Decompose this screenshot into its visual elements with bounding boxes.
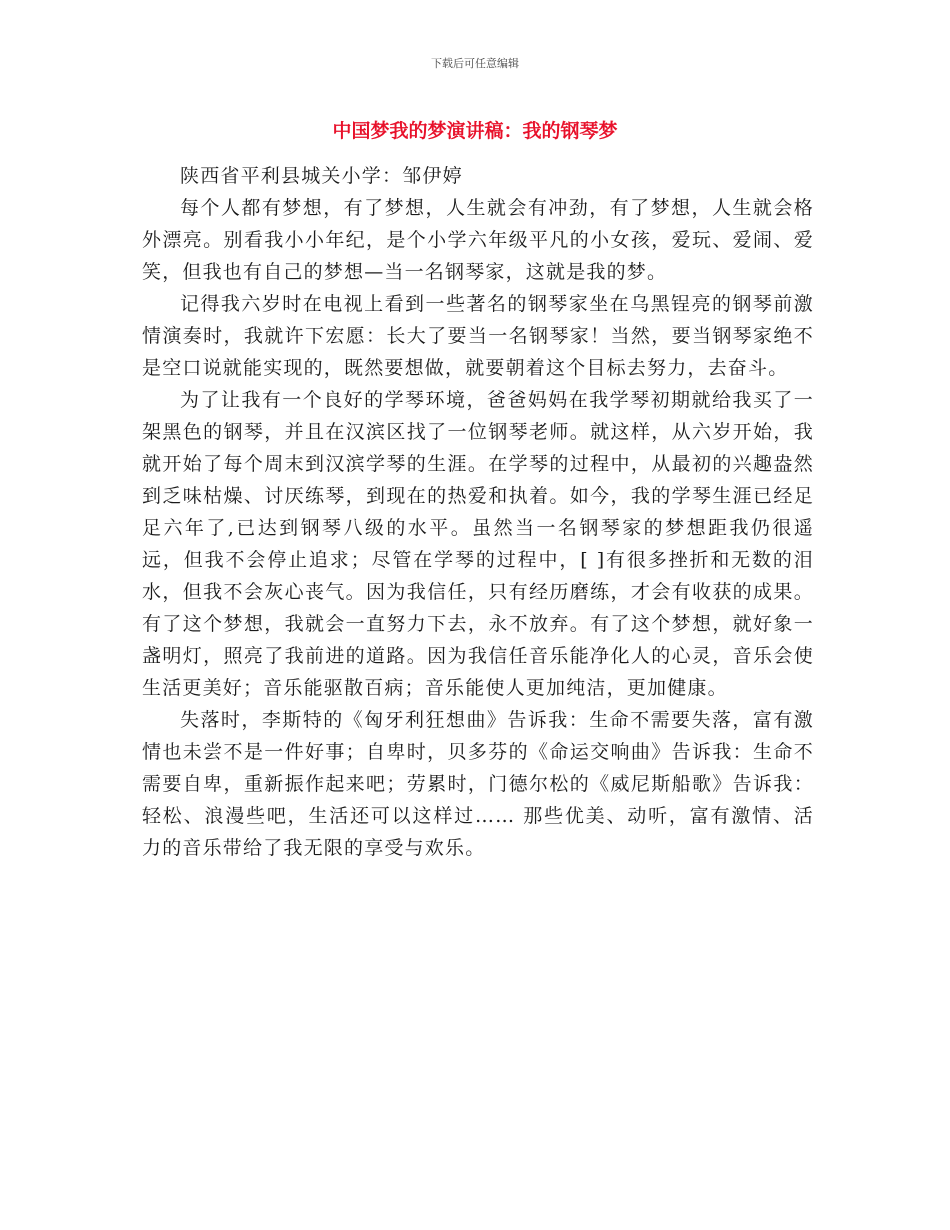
- paragraph-4: 失落时，李斯特的《匈牙利狂想曲》告诉我：生命不需要失落，富有激情也未尝不是一件好事；自卑时，贝多芬的《命运交响曲》告诉我：生命不需要自卑，重新振作起来吧；劳累时，门德尔松的《威尼斯船歌》告诉我：轻松、浪漫些吧，生活还可以这样过…… 那些优美、动听，富有激情、活力的音乐带给了我无限的享受与欢乐。: [142, 709, 814, 859]
- paragraph-3: 为了让我有一个良好的学琴环境，爸爸妈妈在我学琴初期就给我买了一架黑色的钢琴，并且在汉滨区找了一位钢琴老师。就这样，从六岁开始，我就开始了每个周末到汉滨学琴的生涯。在学琴的过程中，从最初的兴趣盎然到乏味枯燥、讨厌练琴，到现在的热爱和执着。如今，我的学琴生涯已经足足六年了,已达到钢琴八级的水平。虽然当一名钢琴家的梦想距我仍很遥远，但我不会停止追求；尽管在学琴的过程中，[ ]有很多挫折和无数的泪水，但我不会灰心丧气。因为我信任，只有经历磨练，才会有收获的成果。有了这个梦想，我就会一直努力下去，永不放弃。有了这个梦想，就好象一盏明灯，照亮了我前进的道路。因为我信任音乐能净化人的心灵，音乐会使生活更美好；音乐能驱散百病；音乐能使人更加纯洁，更加健康。: [142, 389, 814, 699]
- document-body: [142, 160, 814, 864]
- paragraph-2: 记得我六岁时在电视上看到一些著名的钢琴家坐在乌黑锃亮的钢琴前激情演奏时，我就许下宏愿：长大了要当一名钢琴家！当然，要当钢琴家绝不是空口说就能实现的，既然要想做，就要朝着这个目标去努力，去奋斗。: [142, 293, 814, 379]
- author-line: 陕西省平利县城关小学：邹伊婷: [180, 165, 463, 187]
- page-header-note: 下载后可任意编辑: [431, 57, 519, 70]
- document-title: 中国梦我的梦演讲稿：我的钢琴梦: [332, 120, 618, 142]
- paragraph-1: 每个人都有梦想，有了梦想，人生就会有冲劲，有了梦想，人生就会格外漂亮。别看我小小年纪，是个小学六年级平凡的小女孩，爱玩、爱闹、爱笑，但我也有自己的梦想—当一名钢琴家，这就是我的梦。: [142, 197, 814, 283]
